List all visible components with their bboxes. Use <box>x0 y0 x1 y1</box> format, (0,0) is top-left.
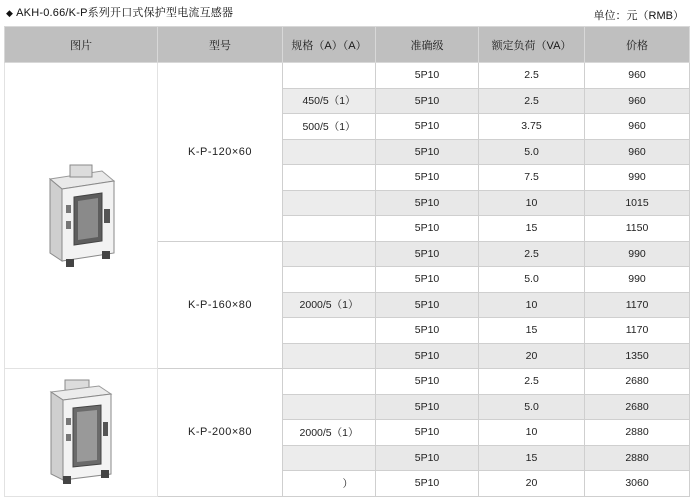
accuracy-cell: 5P10 <box>376 114 479 140</box>
spec-cell <box>283 267 376 293</box>
column-header: 准确级 <box>376 27 479 63</box>
accuracy-cell: 5P10 <box>376 139 479 165</box>
column-header: 图片 <box>5 27 158 63</box>
price-cell: 3060 <box>585 471 690 497</box>
model-cell: K-P-120×60 <box>158 63 283 242</box>
load-cell: 10 <box>479 292 585 318</box>
unit-label: 单位：元（RMB） <box>593 10 684 22</box>
price-cell: 1015 <box>585 190 690 216</box>
load-cell: 10 <box>479 420 585 446</box>
load-cell: 10 <box>479 190 585 216</box>
price-cell: 1170 <box>585 292 690 318</box>
accuracy-cell: 5P10 <box>376 369 479 395</box>
title-text: AKH-0.66/K-P系列开口式保护型电流互感器 <box>16 7 234 19</box>
table-header-row <box>5 27 690 63</box>
accuracy-cell: 5P10 <box>376 267 479 293</box>
accuracy-cell: 5P10 <box>376 88 479 114</box>
spec-cell: 2000/5（1） <box>283 420 376 446</box>
spec-cell: 2000/5（1） <box>283 292 376 318</box>
price-cell: 2880 <box>585 445 690 471</box>
price-cell: 1350 <box>585 343 690 369</box>
spec-cell <box>283 165 376 191</box>
accuracy-cell: 5P10 <box>376 471 479 497</box>
price-cell: 960 <box>585 139 690 165</box>
load-cell: 3.75 <box>479 114 585 140</box>
table-row <box>5 63 690 89</box>
spec-cell <box>283 369 376 395</box>
spec-cell <box>283 394 376 420</box>
diamond-bullet-icon: ◆ <box>6 8 14 18</box>
price-cell: 960 <box>585 63 690 89</box>
table-row <box>5 369 690 395</box>
load-cell: 15 <box>479 445 585 471</box>
load-cell: 2.5 <box>479 241 585 267</box>
spec-cell <box>283 190 376 216</box>
load-cell: 5.0 <box>479 394 585 420</box>
price-cell: 2680 <box>585 394 690 420</box>
load-cell: 20 <box>479 343 585 369</box>
current-transformer-icon <box>40 161 122 271</box>
price-cell: 960 <box>585 114 690 140</box>
model-cell: K-P-160×80 <box>158 241 283 369</box>
accuracy-cell: 5P10 <box>376 343 479 369</box>
spec-cell: 500/5（1） <box>283 114 376 140</box>
load-cell: 2.5 <box>479 88 585 114</box>
price-cell: 960 <box>585 88 690 114</box>
spec-cell <box>283 318 376 344</box>
price-cell: 990 <box>585 241 690 267</box>
model-cell: K-P-200×80 <box>158 369 283 497</box>
load-cell: 7.5 <box>479 165 585 191</box>
column-header: 型号 <box>158 27 283 63</box>
price-cell: 1150 <box>585 216 690 242</box>
product-image-cell <box>5 369 158 497</box>
accuracy-cell: 5P10 <box>376 445 479 471</box>
spec-cell <box>283 445 376 471</box>
load-cell: 2.5 <box>479 63 585 89</box>
page-title <box>6 4 233 20</box>
spec-cell <box>283 241 376 267</box>
price-cell: 2680 <box>585 369 690 395</box>
spec-cell <box>283 343 376 369</box>
spec-cell <box>283 216 376 242</box>
load-cell: 15 <box>479 318 585 344</box>
product-image-cell <box>5 63 158 369</box>
accuracy-cell: 5P10 <box>376 318 479 344</box>
accuracy-cell: 5P10 <box>376 165 479 191</box>
spec-cell <box>283 139 376 165</box>
spec-cell: 450/5（1） <box>283 88 376 114</box>
price-cell: 990 <box>585 267 690 293</box>
price-cell: 2880 <box>585 420 690 446</box>
accuracy-cell: 5P10 <box>376 394 479 420</box>
accuracy-cell: 5P10 <box>376 63 479 89</box>
price-table <box>4 26 690 497</box>
accuracy-cell: 5P10 <box>376 420 479 446</box>
price-cell: 990 <box>585 165 690 191</box>
current-transformer-icon <box>43 378 119 486</box>
column-header: 规格（A）（A） <box>283 27 376 63</box>
accuracy-cell: 5P10 <box>376 241 479 267</box>
accuracy-cell: 5P10 <box>376 216 479 242</box>
load-cell: 15 <box>479 216 585 242</box>
load-cell: 2.5 <box>479 369 585 395</box>
column-header: 额定负荷（VA） <box>479 27 585 63</box>
load-cell: 5.0 <box>479 267 585 293</box>
price-cell: 1170 <box>585 318 690 344</box>
accuracy-cell: 5P10 <box>376 292 479 318</box>
accuracy-cell: 5P10 <box>376 190 479 216</box>
spec-cell <box>283 63 376 89</box>
spec-cell: ） <box>283 471 376 497</box>
column-header: 价格 <box>585 27 690 63</box>
load-cell: 5.0 <box>479 139 585 165</box>
load-cell: 20 <box>479 471 585 497</box>
